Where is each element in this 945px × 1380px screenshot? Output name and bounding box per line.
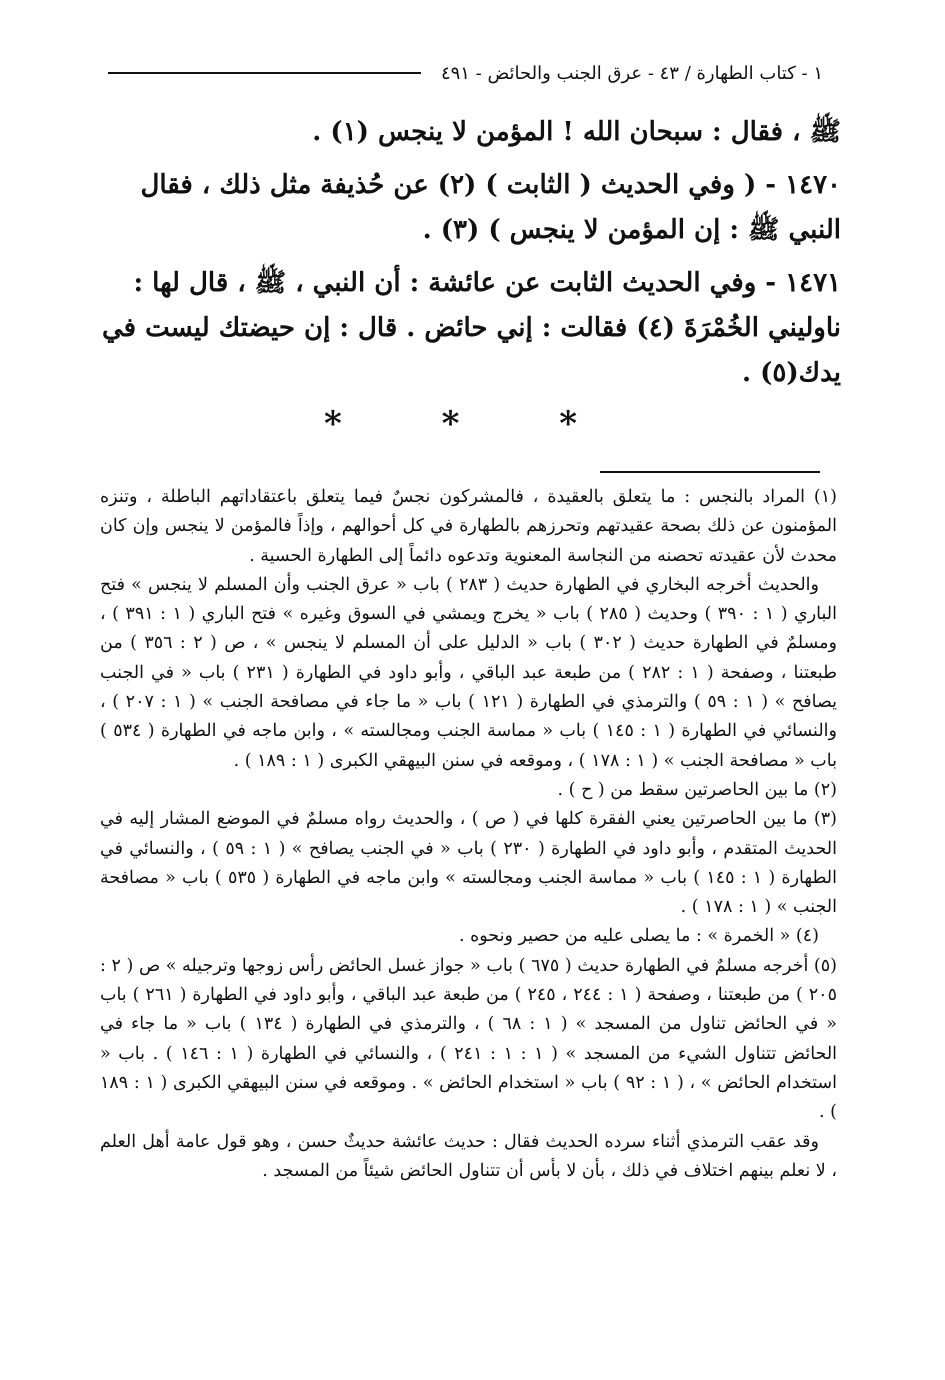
footnote-3: (٣) ما بين الحاصرتين يعني الفقرة كلها في ( ص ) ، والحديث رواه مسلمٌ في الموضع المشار إليه في الحديث المتقدم ، وأبو داود في الطهارة ( ٢٣٠ ) باب « في الجنب يصافح » ( ١ : ٥٩ ) ، والنسائي في الطهارة ( ١ : ١٤٥ ) باب « مماسة الجنب ومجالسته » وابن ماجه في الطهارة ( ٥٣٥ ) باب « مصافحة الجنب » ( ١ : ١٧٨ ) . bbox=[100, 809, 837, 918]
header-rule bbox=[108, 72, 421, 74]
footnotes bbox=[100, 483, 837, 1186]
section-separator: * * * bbox=[323, 404, 621, 444]
footnote-4: (٤) « الخمرة » : ما يصلى عليه من حصير ونحوه . bbox=[458, 926, 819, 947]
footnote-rule bbox=[600, 471, 820, 473]
hadith-1471: ١٤٧١ - وفي الحديث الثابت عن عائشة : أن النبي ، ﷺ ، قال لها : ناوليني الخُمْرَةَ (٤) فقالت : إني حائض . قال : إن حيضتك ليست في يدك(٥) . bbox=[102, 268, 841, 388]
header-title: ١ - كتاب الطهارة / ٤٣ - عرق الجنب والحائض - ٤٩١ bbox=[440, 62, 823, 84]
running-header bbox=[108, 56, 823, 90]
footnote-5: (٥) أخرجه مسلمٌ في الطهارة حديث ( ٦٧٥ ) باب « جواز غسل الحائض رأس زوجها وترجيله » ص ( ٢ : ٢٠٥ ) من طبعتنا ، وصفحة ( ١ : ٢٤٤ ، ٢٤٥ ) من طبعة عبد الباقي ، وأبو داود في الطهارة ( ٢٦١ ) باب « في الحائض تناول من المسجد » ( ١ : ٦٨ ) ، والترمذي في الطهارة ( ١٣٤ ) باب « ما جاء في الحائض تتناول الشيء من المسجد » ( ١ : ١ : ٢٤١ ) ، والنسائي في الطهارة ( ١ : ١٤٦ ) . باب « استخدام الحائض » ، ( ١ : ٩٢ ) باب « استخدام الحائض » . وموقعه في سنن البيهقي الكبرى ( ١ : ١٨٩ ) . bbox=[100, 955, 838, 1123]
main-text bbox=[96, 110, 841, 396]
hadith-1470: ١٤٧٠ - ( وفي الحديث ( الثابت ) (٢) عن حُذيفة مثل ذلك ، فقال النبي ﷺ : إن المؤمن لا ينجس ) (٣) . bbox=[140, 170, 841, 245]
footnote-5-comment: وقد عقب الترمذي أثناء سرده الحديث فقال : حديث عائشة حديثٌ حسن ، وهو قول عامة أهل العلم ، لا نعلم بينهم اختلاف في ذلك ، بأن لا بأس أن تتناول الحائض شيئاً من المسجد . bbox=[100, 1131, 837, 1181]
footnote-1-sources: والحديث أخرجه البخاري في الطهارة حديث ( ٢٨٣ ) باب « عرق الجنب وأن المسلم لا ينجس » فتح الباري ( ١ : ٣٩٠ ) وحديث ( ٢٨٥ ) باب « يخرج ويمشي في السوق وغيره » فتح الباري ( ١ : ٣٩١ ) ، ومسلمٌ في الطهارة حديث ( ٣٠٢ ) باب « الدليل على أن المسلم لا ينجس » ، ص ( ٢ : ٣٥٦ ) من طبعتنا ، وصفحة ( ١ : ٢٨٢ ) من طبعة عبد الباقي ، وأبو داود في الطهارة ( ٢٣١ ) باب « في الجنب يصافح » ( ١ : ٥٩ ) والترمذي في الطهارة ( ١٢١ ) باب « ما جاء في مصافحة الجنب » ( ١ : ٢٠٧ ) ، والنسائي في الطهارة ( ١ : ١٤٥ ) باب « مماسة الجنب ومجالسته » ، وابن ماجه في الطهارة ( ٥٣٤ ) باب « مصافحة الجنب » ( ١ : ١٧٨ ) ، وموقعه في سنن البيهقي الكبرى ( ١ : ١٨٩ ) . bbox=[100, 574, 838, 771]
paragraph-continuation: ﷺ ، فقال : سبحان الله ! المؤمن لا ينجس (١) . bbox=[312, 117, 841, 147]
footnote-1: (١) المراد بالنجس : ما يتعلق بالعقيدة ، فالمشركون نجسٌ فيما يتعلق باعتقاداتهم الباطلة ، وتنزه المؤمنون عن ذلك بصحة عقيدتهم وتحرزهم بالطهارة في كل أحوالهم ، وإذاً فالمؤمن لا ينجس وإن كان محدث لأن عقيدته تحصنه من النجاسة المعنوية وتدعوه دائماً إلى الطهارة الحسية . bbox=[100, 487, 837, 566]
footnote-2: (٢) ما بين الحاصرتين سقط من ( ح ) . bbox=[557, 779, 837, 800]
